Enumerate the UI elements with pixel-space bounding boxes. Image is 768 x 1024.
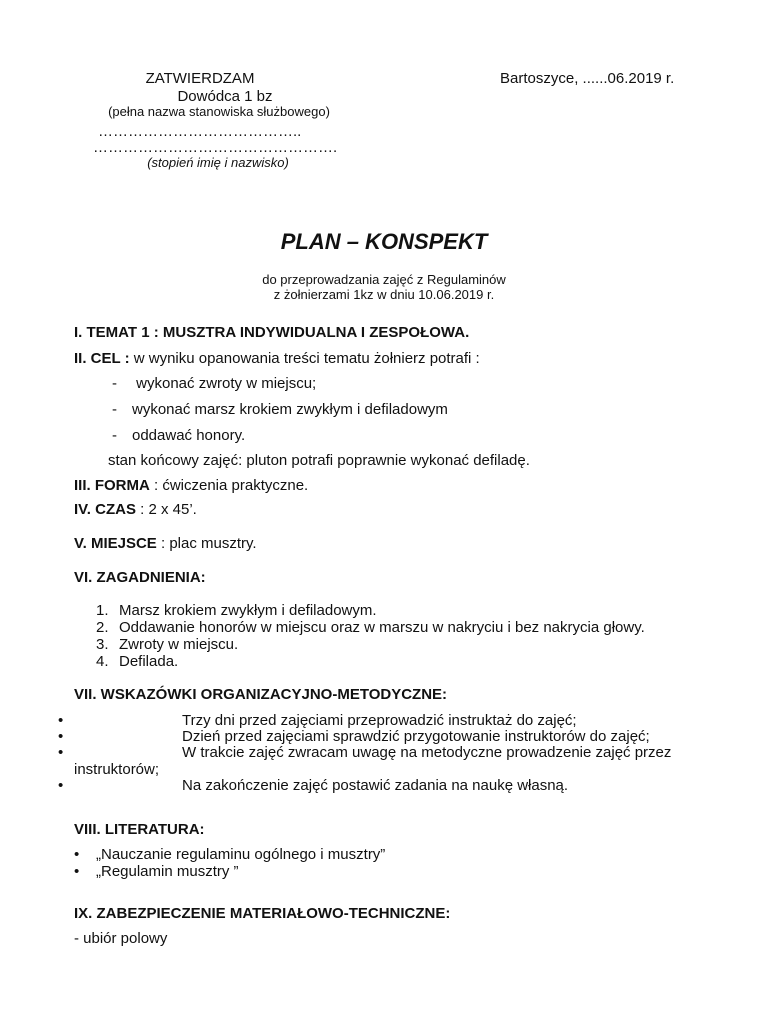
section-issues-label: VI. ZAGADNIENIA: xyxy=(74,569,206,586)
literature-item: „Regulamin musztry ” xyxy=(96,863,239,880)
end-state: stan końcowy zajęć: pluton potrafi poprawnie wykonać defiladę. xyxy=(108,452,530,469)
section-literature-label: VIII. LITERATURA: xyxy=(74,821,205,838)
section-form xyxy=(74,477,308,494)
issue-item xyxy=(96,653,178,670)
approval-dots-line-1: ………………………………….. xyxy=(98,123,302,140)
issue-text: Zwroty w miejscu. xyxy=(119,636,239,653)
issue-text: Marsz krokiem zwykłym i defiladowym. xyxy=(119,602,377,619)
guideline-bullet: • xyxy=(58,728,64,745)
issue-text: Oddawanie honorów w miejscu oraz w marszu w nakryciu i bez nakrycia głowy. xyxy=(119,619,645,636)
section-form-text: : ćwiczenia praktyczne. xyxy=(149,477,309,494)
section-goal-text: w wyniku opanowania treści tematu żołnierz potrafi : xyxy=(129,350,480,367)
goal-item xyxy=(112,401,448,418)
issue-item xyxy=(96,619,645,636)
literature-bullet: • xyxy=(74,863,80,880)
approval-signature-note: (stopień imię i nazwisko) xyxy=(147,155,289,170)
approval-dots-line-2: …………………………………………. xyxy=(93,139,338,156)
goal-dash: - xyxy=(112,401,117,418)
section-goal xyxy=(74,350,480,367)
guideline-text: Trzy dni przed zajęciami przeprowadzić instruktaż do zajęć; xyxy=(182,712,577,729)
section-time-label: IV. CZAS xyxy=(74,501,136,518)
issue-number: 3. xyxy=(96,636,109,653)
goal-dash: - xyxy=(112,427,117,444)
guideline-bullet: • xyxy=(58,744,64,761)
literature-bullet: • xyxy=(74,846,80,863)
goal-text: oddawać honory. xyxy=(132,427,246,444)
guideline-text-continuation: instruktorów; xyxy=(74,761,160,778)
document-title: PLAN – KONSPEKT xyxy=(280,229,488,254)
issue-item xyxy=(96,636,238,653)
guideline-bullet: • xyxy=(58,712,64,729)
section-place-label: V. MIEJSCE xyxy=(74,535,157,552)
section-form-label: III. FORMA xyxy=(74,477,150,494)
issue-item xyxy=(96,602,377,619)
guideline-text: Na zakończenie zajęć postawić zadania na naukę własną. xyxy=(182,777,569,794)
place-date: Bartoszyce, ......06.2019 r. xyxy=(500,70,675,87)
section-supplies-label: IX. ZABEZPIECZENIE MATERIAŁOWO-TECHNICZNE: xyxy=(74,905,451,922)
supplies-item: - ubiór polowy xyxy=(74,930,168,947)
section-time-text: : 2 x 45’. xyxy=(135,501,197,518)
section-goal-label: II. CEL : xyxy=(74,350,130,367)
section-topic: I. TEMAT 1 : MUSZTRA INDYWIDUALNA I ZESPOŁOWA. xyxy=(74,324,470,341)
goal-dash: - xyxy=(112,375,117,392)
issue-text: Defilada. xyxy=(119,653,179,670)
approval-role: Dowódca 1 bz xyxy=(177,88,273,105)
section-place-text: : plac musztry. xyxy=(156,535,257,552)
literature-item: „Nauczanie regulaminu ogólnego i musztry” xyxy=(96,846,386,863)
guideline-text: Dzień przed zajęciami sprawdzić przygotowanie instruktorów do zajęć; xyxy=(182,728,650,745)
section-guidelines-label: VII. WSKAZÓWKI ORGANIZACYJNO-METODYCZNE: xyxy=(74,686,448,703)
guideline-text: W trakcie zajęć zwracam uwagę na metodyczne prowadzenie zajęć przez xyxy=(182,744,672,761)
issue-number: 1. xyxy=(96,602,109,619)
approval-title: ZATWIERDZAM xyxy=(145,70,255,87)
section-place xyxy=(74,535,257,552)
goal-text: wykonać zwroty w miejscu; xyxy=(132,375,317,392)
guideline-bullet: • xyxy=(58,777,64,794)
issue-number: 2. xyxy=(96,619,109,636)
goal-item xyxy=(112,375,316,392)
document-subtitle-line-2: z żołnierzami 1kz w dniu 10.06.2019 r. xyxy=(273,287,495,302)
goal-text: wykonać marsz krokiem zwykłym i defiladowym xyxy=(132,401,448,418)
issue-number: 4. xyxy=(96,653,109,670)
section-time xyxy=(74,501,197,518)
approval-role-note: (pełna nazwa stanowiska służbowego) xyxy=(108,104,330,119)
goal-item xyxy=(112,427,245,444)
document-subtitle-line-1: do przeprowadzania zajęć z Regulaminów xyxy=(262,272,506,287)
